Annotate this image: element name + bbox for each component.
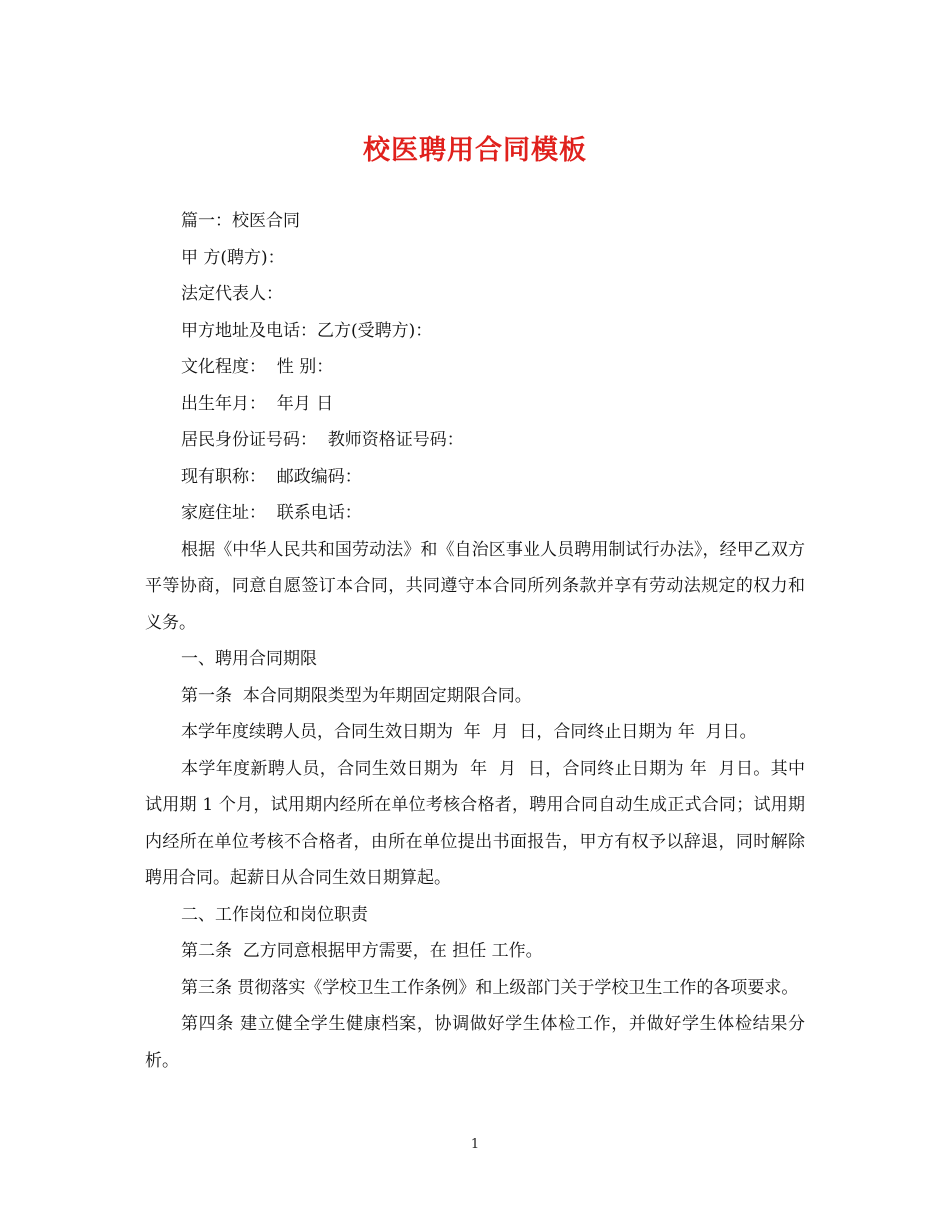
paragraph: 第一条 本合同期限类型为年期固定期限合同。 (181, 685, 532, 706)
paragraph: 出生年月： 年月 日 (181, 393, 334, 414)
paragraph: 居民身份证号码： 教师资格证号码： (181, 430, 464, 450)
section-heading: 二、工作岗位和岗位职责 (181, 904, 368, 925)
paragraph: 第四条 建立健全学生健康档案，协调做好学生体检工作，并做好学生体检结果分析。 (145, 1014, 805, 1071)
section-heading: 一、聘用合同期限 (181, 649, 317, 669)
document-title: 校医聘用合同模板 (363, 135, 587, 166)
paragraph: 篇一：校医合同 (181, 211, 300, 231)
paragraph: 现有职称： 邮政编码： (181, 466, 362, 487)
paragraph: 本学年度新聘人员，合同生效日期为 年 月 日，合同终止日期为 年 月日。其中试用期 1 个月，试用期内经所在单位考核合格者，聘用合同自动生成正式合同；试用期内经所在单位考核不合格者，由所在单位提出书面报告，甲方有权予以辞退，同时解除聘用合同。起薪日从合同生效日期算起。 (145, 758, 805, 888)
paragraph: 根据《中华人民共和国劳动法》和《自治区事业人员聘用制试行办法》，经甲乙双方平等协商，同意自愿签订本合同，共同遵守本合同所列条款并享有劳动法规定的权力和义务。 (145, 539, 805, 633)
paragraph: 文化程度： 性 别： (181, 357, 334, 377)
paragraph: 家庭住址： 联系电话： (181, 503, 362, 523)
paragraph: 甲方地址及电话：乙方(受聘方)： (181, 320, 433, 341)
paragraph: 第三条 贯彻落实《学校卫生工作条例》和上级部门关于学校卫生工作的各项要求。 (181, 977, 799, 998)
paragraph: 甲 方(聘方)： (181, 247, 285, 268)
paragraph: 法定代表人： (181, 284, 283, 304)
page-number: 1 (470, 1137, 480, 1152)
document-body (145, 203, 805, 1079)
paragraph: 本学年度续聘人员，合同生效日期为 年 月 日，合同终止日期为 年 月日。 (181, 722, 757, 742)
paragraph: 第二条 乙方同意根据甲方需要，在 担任 工作。 (181, 941, 543, 961)
